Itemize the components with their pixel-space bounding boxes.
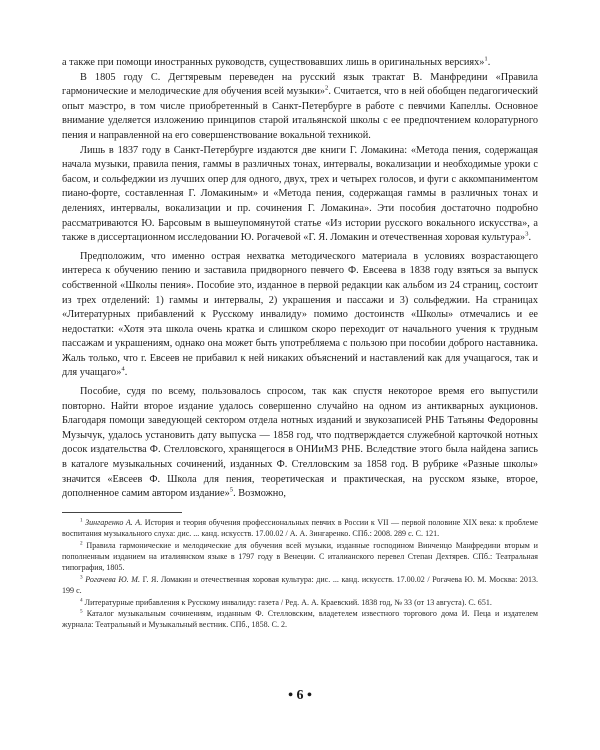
footnote-ref-4[interactable]: 4 [121, 366, 125, 374]
footnote-1: $^1$ Зингаренко А. А. История и теория обучения профессиональных певчих в России к VII — первой половине XIX века: к проблеме воспитания музыкального слуха: дис. ... канд. искусств. 17.00.02 / А. А. Зингаренко. СПб.: 2008. 289 с. С. 121. [62, 517, 539, 539]
footnote-ref-1[interactable]: 1 [484, 55, 488, 63]
footnote-divider [62, 512, 182, 513]
footnote-ref-2[interactable]: 2 [325, 84, 329, 92]
paragraph-lomakin: Лишь в 1837 году в Санкт-Петербурге издаются две книги Г. Ломакина: «Метода пения, содержащая начала музыки, правила пения, гаммы в различных тонах, интервалы, вокализации и необходимые уроки с басом, и сольфеджии из лучших опер для одного, двух, трех и четырех голосов, и фуги с аккомпаниментом пиано-форте, составленная Г. Ломакиным» и «Метода пения, содержащая гаммы в различных тонах и делениях, интервалы, вокализации и пр. сочинения Г. Ломакина». Эти пособия достаточно подробно рассматриваются Ю. Барсовым в вышеупомянутой статье «Из истории русского вокального искусства», а также в диссертационном исследовании Ю. Рогачевой «Г. Я. Ломакин и отечественная хоровая культура»$^3$. [62, 144, 538, 244]
paragraph-manfredini: В 1805 году С. Дегтяревым переведен на русский язык трактат В. Манфредини «Правила гармонические и мелодические для обучения всей музыки»$^2$. Считается, что в ней обобщен педагогический опыт маэстро, в том числе приобретенный в Санкт-Петербурге в работе с певчими Капеллы. Основное внимание уделяется изложению принципов старой итальянской школы с ее предпочтением колоратурного пения и направленной на его совершенствование вокальной техникой. [62, 71, 538, 141]
footnote-4: $^4$ Литературные прибавления к Русскому инвалиду: газета / Ред. А. А. Краевский. 1838 год, № 33 (от 13 августа). С. 651. [80, 596, 492, 607]
footnote-ref-5[interactable]: 5 [229, 486, 234, 494]
footnote-3: $^3$ Рогачева Ю. М. Г. Я. Ломакин и отечественная хоровая культура: дис. ... канд. искусств. 17.00.02 / Рогачева Ю. М. Москва: 2013. 199 с. [62, 574, 539, 596]
page-number: • 6 • [288, 688, 312, 703]
paragraph-evseev: Предположим, что именно острая нехватка методического материала в условиях возрастающего интереса к обучению пению и заставила придворного певчего Ф. Евсеева в 1838 году взяться за выпуск собственной «Школы пения». Пособие это, изданное в первой редакции как альбом из 24 страниц, состоит из трех отделений: 1) гаммы и интервалы, 2) украшения и пассажи и 3) сольфеджии. На страницах «Литературных прибавлений к Русскому инвалиду» помимо достоинств «Школы» отмечались и ее недостатки: «Хотя эта школа очень кратка и слишком скоро переходит от начального учения к трудным пассажам и украшениям, однако она может быть употребляема с пользою при пособии доброго наставника. Жаль только, что г. Евсеев не прибавил к ней никаких объяснений и наставлений как для учащагося, так и для учащаго»$^4$. [62, 250, 538, 379]
paragraph-continuation: а также при помощи иностранных руководств, существовавших лишь в оригинальных версиях»$^1$. [62, 55, 491, 68]
footnote-5: $^5$ Каталог музыкальным сочинениям, изданным Ф. Стелловским, владетелем известного торгового дома И. Пеца и издателем журнала: Театральный и Музыкальный вестник. СПб., 1858. С. 2. [62, 608, 538, 630]
paragraph-second-edition: Пособие, судя по всему, пользовалось спросом, так как спустя некоторое время его выпустили повторно. Найти второе издание удалось совершенно случайно на одном из антикварных аукционов. Благодаря помощи заведующей сектором отдела нотных изданий и звукозаписей РНБ Татьяны Федоровны Музычук, удалось установить дату выпуска — 1858 год, что подтверждается служебной карточкой нотных досок издательства Ф. Стелловского, хранящегося в ОНИиМЗ РНБ. Вследствие этого была найдена запись в каталоге музыкальных сочинений, изданных Ф. Стелловским за 1858 год. В рубрике «Разные школы» значится «Евсеев Ф. Школа для пения, теоретическая и практическая, на русском языке, второе, дополненное самим автором издание»$^5$. Возможно, [62, 386, 538, 500]
page-body [62, 56, 538, 631]
footnote-2: $^2$ Правила гармонические и мелодические для обучения всей музыки, изданные господином Винченцо Манфредини вторым и пополненным изданием на италиянском языке в 1797 году в Венеции. С италианского перевел Степан Дехтярев. СПб.: Театральная типография, 1805. [62, 539, 538, 573]
footnote-ref-3[interactable]: 3 [525, 230, 529, 238]
